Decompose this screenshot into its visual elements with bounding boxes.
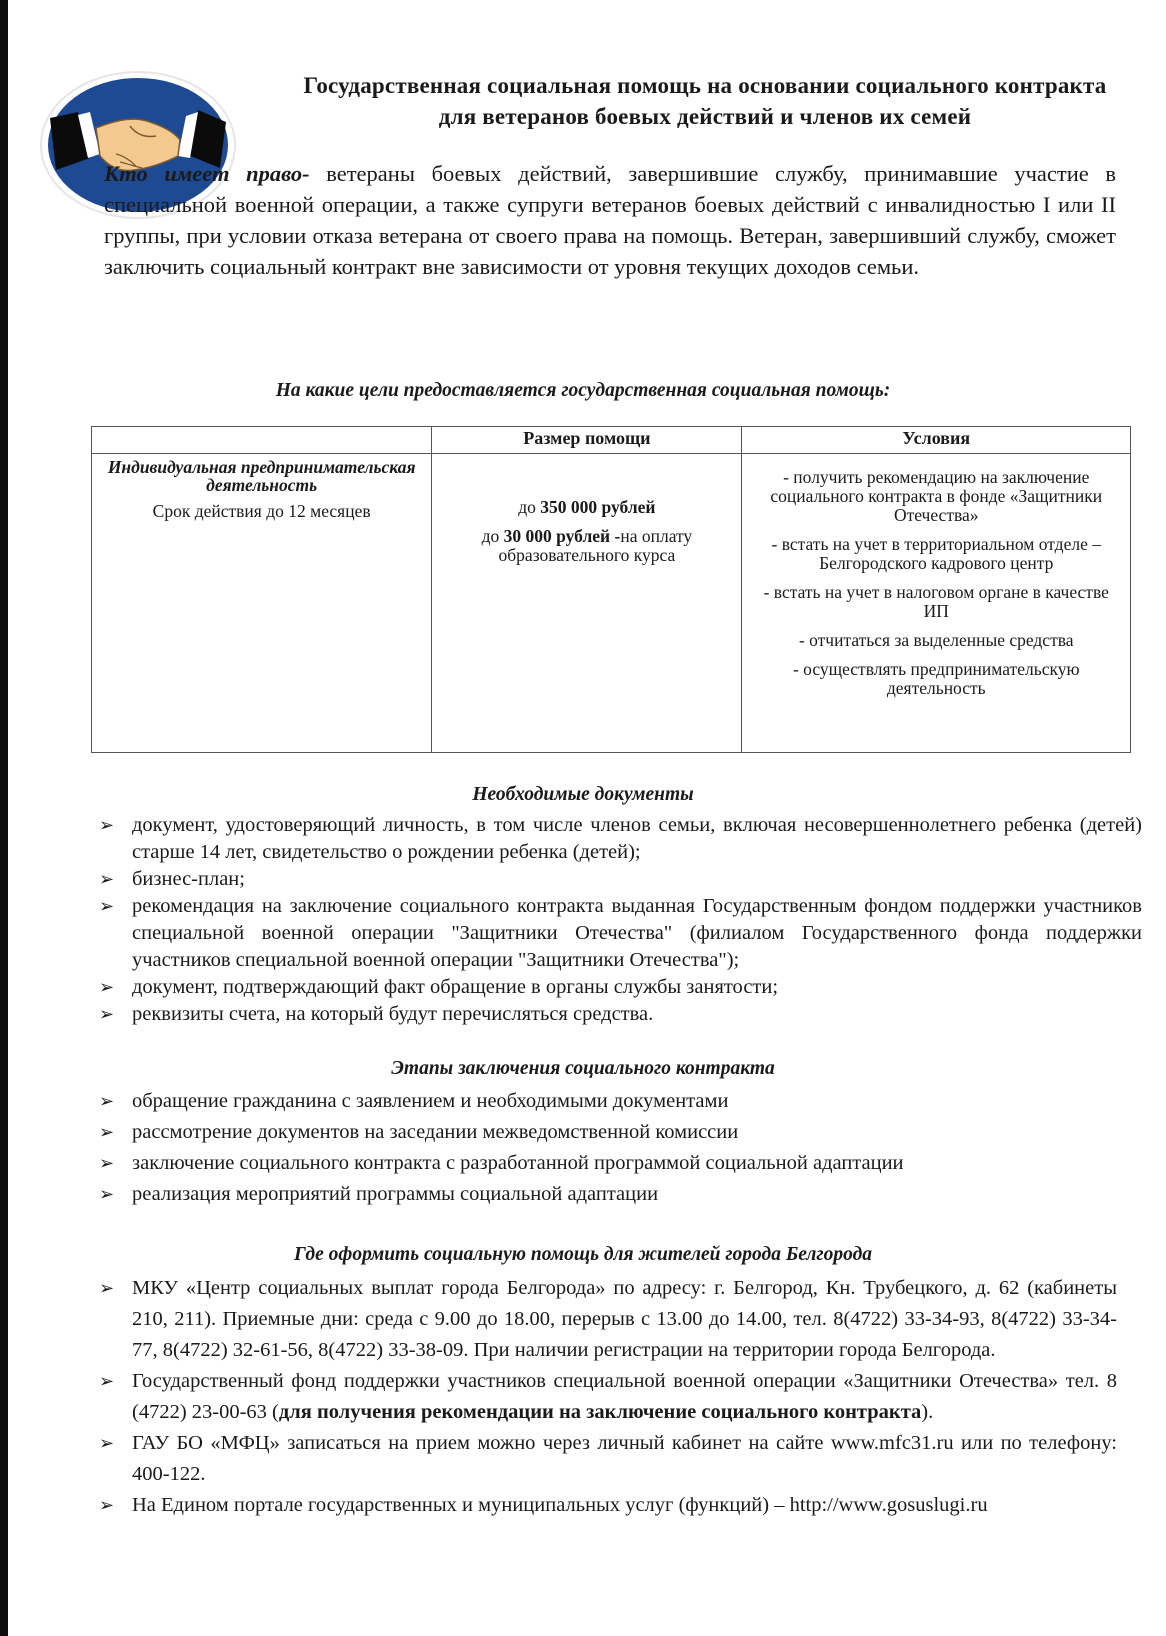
assistance-term: Срок действия до 12 месяцев — [152, 501, 371, 521]
cell-amount — [432, 454, 742, 753]
cell-conditions — [742, 454, 1131, 753]
arrow-bullet-icon: ➢ — [99, 815, 115, 835]
eligibility-paragraph — [104, 158, 1116, 282]
list-item: ➢ документ, удостоверяющий личность, в том числе членов семьи, включая несовершеннолетнего ребенка (детей) старше 14 лет, свидетельство о рождении ребенка (детей); — [99, 814, 1142, 863]
cell-type — [92, 454, 432, 753]
arrow-bullet-icon: ➢ — [99, 1091, 115, 1111]
list-item: ➢ обращение гражданина с заявлением и необходимыми документами — [99, 1086, 1142, 1117]
arrow-bullet-icon: ➢ — [99, 1495, 115, 1515]
condition-item: - встать на учет в территориальном отделе – Белгородского кадрового центр — [771, 534, 1101, 573]
table-row — [92, 454, 1131, 753]
arrow-bullet-icon: ➢ — [99, 1184, 115, 1204]
list-item: ➢ документ, подтверждающий факт обращение в органы службы занятости; — [99, 974, 1142, 1001]
list-item: ➢ рекомендация на заключение социального контракта выданная Государственным фондом поддержки участников специальной военной операции "Защитники Отечества" (филиалом Государственного фонда поддержки участников специальной военной операции "Защитники Отечества"); — [99, 895, 1142, 971]
documents-heading: Необходимые документы — [472, 784, 694, 805]
stages-heading: Этапы заключения социального контракта — [391, 1058, 775, 1079]
column-header-conditions: Условия — [742, 427, 1131, 454]
arrow-bullet-icon: ➢ — [99, 896, 115, 916]
list-item: ➢ На Едином портале государственных и муниципальных услуг (функций) – http://www.gosuslugi.ru — [99, 1490, 1117, 1521]
goals-heading: На какие цели предоставляется государственная социальная помощь: — [275, 380, 891, 401]
list-item: ➢ бизнес-план; — [99, 866, 1142, 893]
arrow-bullet-icon: ➢ — [99, 977, 115, 997]
where-heading: Где оформить социальную помощь для жителей города Белгорода — [293, 1244, 873, 1265]
arrow-bullet-icon: ➢ — [99, 1278, 115, 1298]
amount-education: до 30 000 рублей -на оплату образовательного курса — [481, 526, 693, 565]
stages-list — [99, 1086, 1142, 1210]
arrow-bullet-icon: ➢ — [99, 1004, 115, 1024]
page-title: Государственная социальная помощь на основании социального контракта для ветеранов боевых действий и членов их семей — [303, 73, 1107, 129]
condition-item: - осуществлять предпринимательскую деятельность — [792, 659, 1080, 698]
goals-table — [91, 426, 1131, 753]
assistance-type: Индивидуальная предпринимательская деятельность — [107, 457, 416, 495]
list-item: ➢ рассмотрение документов на заседании межведомственной комиссии — [99, 1117, 1142, 1148]
arrow-bullet-icon: ➢ — [99, 1371, 115, 1391]
list-item: ➢ Государственный фонд поддержки участников специальной военной операции «Защитники Отечества» тел. 8 (4722) 23-00-63 (для получения рекомендации на заключение социального контракта). — [99, 1366, 1117, 1428]
arrow-bullet-icon: ➢ — [99, 1153, 115, 1173]
arrow-bullet-icon: ➢ — [99, 869, 115, 889]
scan-edge — [0, 0, 8, 1636]
condition-item: - получить рекомендацию на заключение социального контракта в фонде «Защитники Отечества» — [770, 467, 1103, 525]
table-header-row — [92, 427, 1131, 454]
arrow-bullet-icon: ➢ — [99, 1122, 115, 1142]
condition-item: - встать на учет в налоговом органе в качестве ИП — [763, 582, 1109, 621]
column-header-type — [92, 427, 432, 454]
list-item: ➢ реквизиты счета, на который будут перечисляться средства. — [99, 1001, 1142, 1028]
documents-list — [99, 812, 1142, 1028]
column-header-amount: Размер помощи — [432, 427, 742, 454]
eligibility-label: Кто имеет право- — [104, 161, 310, 186]
amount-main: до 350 000 рублей — [518, 497, 656, 517]
list-item: ➢ заключение социального контракта с разработанной программой социальной адаптации — [99, 1148, 1142, 1179]
arrow-bullet-icon: ➢ — [99, 1433, 115, 1453]
list-item: ➢ МКУ «Центр социальных выплат города Белгорода» по адресу: г. Белгород, Кн. Трубецкого, д. 62 (кабинеты 210, 211). Приемные дни: среда с 9.00 до 18.00, перерыв с 13.00 до 14.00, тел. 8(4722) 33-34-93, 8(4722) 33-34-77, 8(4722) 32-61-56, 8(4722) 33-38-09. При наличии регистрации на территории города Белгорода. — [99, 1273, 1117, 1366]
list-item: ➢ ГАУ БО «МФЦ» записаться на прием можно через личный кабинет на сайте www.mfc31.ru или по телефону: 400-122. — [99, 1428, 1117, 1490]
list-item: ➢ реализация мероприятий программы социальной адаптации — [99, 1179, 1142, 1210]
where-list — [99, 1273, 1117, 1521]
condition-item: - отчитаться за выделенные средства — [798, 630, 1074, 650]
eligibility-text: ветераны боевых действий, завершившие службу, принимавшие участие в специальной военной операции, а также супруги ветеранов боевых действий с инвалидностью I или II группы, при условии отказа ветерана от своего права на помощь. Ветеран, завершивший службу, сможет заключить социальный контракт вне зависимости от уровня текущих доходов семьи. — [104, 161, 1116, 279]
